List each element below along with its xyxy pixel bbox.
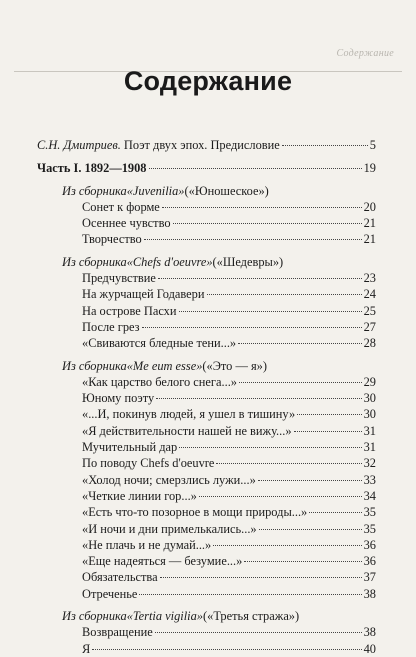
section-translation: («Юношеское»)	[184, 183, 269, 198]
table-of-contents	[37, 137, 376, 657]
page-number: 27	[363, 319, 376, 334]
dot-leader	[173, 223, 362, 224]
entry-title: «Как царство белого снега...»	[82, 374, 237, 389]
dot-leader	[239, 382, 362, 383]
toc-entry[interactable]	[37, 335, 376, 351]
entry-title: Осеннее чувство	[82, 216, 171, 231]
entry-title: «Я действительности нашей не вижу...»	[82, 423, 292, 438]
part-title: Часть I. 1892—1908	[37, 161, 147, 176]
dot-leader	[160, 577, 362, 578]
dot-leader	[258, 480, 362, 481]
toc-entry[interactable]	[37, 423, 376, 439]
toc-entry[interactable]	[37, 390, 376, 406]
dot-leader	[216, 463, 361, 464]
page-number: 31	[363, 440, 376, 455]
page-number: 19	[363, 161, 376, 176]
section-translation: («Это — я»)	[202, 358, 267, 373]
running-head: Содержание	[336, 48, 394, 59]
toc-entry[interactable]	[37, 553, 376, 569]
entry-title: «Четкие линии гор...»	[82, 488, 197, 503]
page-number: 30	[363, 391, 376, 406]
toc-entry[interactable]	[37, 286, 376, 302]
page-number: 34	[363, 488, 376, 503]
entry-title: «Не плачь и не думай...»	[82, 537, 212, 552]
dot-leader	[199, 496, 362, 497]
toc-entry[interactable]	[37, 199, 376, 215]
toc-entry[interactable]	[37, 406, 376, 422]
page-number: 36	[363, 537, 376, 552]
toc-entry[interactable]	[37, 303, 376, 319]
dot-leader	[149, 168, 362, 169]
toc-part-1[interactable]	[37, 160, 376, 176]
page-number: 38	[363, 586, 376, 601]
section-header	[37, 183, 376, 199]
page-number: 30	[363, 407, 376, 422]
section-header	[37, 254, 376, 270]
page-number: 5	[369, 138, 376, 152]
entry-title: После грез	[82, 319, 140, 334]
toc-entry[interactable]	[37, 624, 376, 640]
page-number: 25	[363, 303, 376, 318]
section-name: «Tertia vigilia»	[126, 609, 204, 624]
dot-leader	[207, 294, 362, 295]
dot-leader	[144, 239, 362, 240]
page-number: 28	[363, 336, 376, 351]
toc-entry[interactable]	[37, 521, 376, 537]
dot-leader	[238, 343, 361, 344]
dot-leader	[142, 327, 362, 328]
toc-preface[interactable]	[37, 137, 376, 153]
section-name: «Me eum esse»	[126, 358, 203, 373]
section-translation: («Третья стража»)	[203, 609, 300, 624]
page-number: 35	[363, 521, 376, 536]
toc-entry[interactable]	[37, 439, 376, 455]
page-number: 38	[363, 625, 376, 640]
dot-leader	[297, 414, 361, 415]
entry-title: На острове Пасхи	[82, 303, 177, 318]
section-name: «Chefs d'oeuvre»	[126, 254, 213, 269]
page-number: 20	[363, 199, 376, 214]
entry-title: Мучительный дар	[82, 440, 178, 455]
dot-leader	[179, 447, 361, 448]
toc-entry[interactable]	[37, 472, 376, 488]
preface-title: Поэт двух эпох. Предисловие	[120, 138, 280, 152]
entry-title: На журчащей Годавери	[82, 287, 205, 302]
dot-leader	[92, 649, 361, 650]
toc-entry[interactable]	[37, 319, 376, 335]
page-number: 36	[363, 554, 376, 569]
page-number: 37	[363, 570, 376, 585]
toc-entry[interactable]	[37, 455, 376, 471]
toc-entry[interactable]	[37, 488, 376, 504]
entry-title: Предчувствие	[82, 271, 156, 286]
dot-leader	[282, 145, 368, 146]
entry-title: Отреченье	[82, 586, 138, 601]
section-translation: («Шедевры»)	[212, 254, 284, 269]
toc-entry[interactable]	[37, 231, 376, 247]
entry-title: Возвращение	[82, 625, 153, 640]
dot-leader	[309, 512, 361, 513]
page-number: 35	[363, 505, 376, 520]
page-number: 31	[363, 423, 376, 438]
entry-title: Обязательства	[82, 570, 158, 585]
dot-leader	[162, 207, 362, 208]
toc-entry[interactable]	[37, 537, 376, 553]
dot-leader	[158, 278, 362, 279]
page-number: 24	[363, 287, 376, 302]
section-prefix: Из сборника	[62, 183, 127, 198]
dot-leader	[179, 311, 362, 312]
toc-entry[interactable]	[37, 215, 376, 231]
entry-title: «Свиваются бледные тени...»	[82, 336, 237, 351]
dot-leader	[213, 545, 361, 546]
section-header	[37, 358, 376, 374]
entry-title: «Холод ночи; смерзлись лужи...»	[82, 472, 256, 487]
dot-leader	[155, 632, 362, 633]
dot-leader	[156, 398, 361, 399]
section-prefix: Из сборника	[62, 609, 127, 624]
toc-entry[interactable]	[37, 586, 376, 602]
entry-title: Сонет к форме	[82, 199, 160, 214]
toc-entry[interactable]	[37, 374, 376, 390]
section-header	[37, 608, 376, 624]
entry-title: Я	[82, 641, 91, 656]
dot-leader	[139, 594, 361, 595]
page-number: 33	[363, 472, 376, 487]
entry-title: «И ночи и дни примелькались...»	[82, 521, 257, 536]
preface-author: С.Н. Дмитриев.	[37, 138, 121, 152]
section-prefix: Из сборника	[62, 254, 127, 269]
dot-leader	[244, 561, 361, 562]
page-number: 23	[363, 271, 376, 286]
page-number: 32	[363, 456, 376, 471]
page-number: 40	[363, 641, 376, 656]
entry-title: Юному поэту	[82, 391, 155, 406]
section-name: «Juvenilia»	[126, 183, 185, 198]
toc-entry[interactable]	[37, 641, 376, 657]
page-number: 21	[363, 216, 376, 231]
section-prefix: Из сборника	[62, 358, 127, 373]
page-number: 21	[363, 232, 376, 247]
dot-leader	[259, 529, 362, 530]
toc-entry[interactable]	[37, 270, 376, 286]
entry-title: «Есть что-то позорное в мощи природы...»	[82, 505, 308, 520]
dot-leader	[294, 431, 362, 432]
toc-entry[interactable]	[37, 504, 376, 520]
page-title: Содержание	[123, 66, 293, 96]
entry-title: Творчество	[82, 232, 142, 247]
entry-title: «Еще надеяться — безумие...»	[82, 554, 243, 569]
page-number: 29	[363, 374, 376, 389]
toc-entry[interactable]	[37, 569, 376, 585]
entry-title: По поводу Chefs d'oeuvre	[82, 456, 215, 471]
entry-title: «...И, покинув людей, я ушел в тишину»	[82, 407, 296, 422]
